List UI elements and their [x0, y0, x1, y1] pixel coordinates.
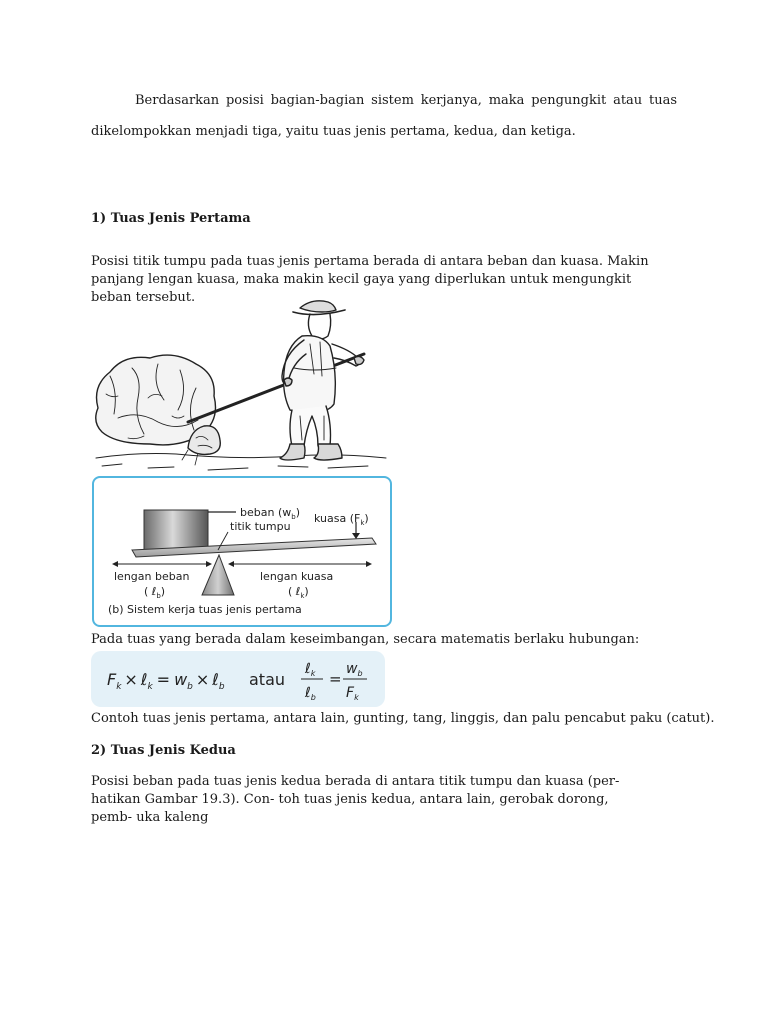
label-beban: beban $(w_b)$	[240, 506, 300, 521]
label-lengan-beban: lengan beban	[114, 570, 190, 583]
intro-paragraph-line-1: Berdasarkan posisi bagian-bagian sistem kerjanya, maka pengungkit atau tuas	[135, 93, 677, 108]
label-lengan-kuasa: lengan kuasa	[260, 570, 334, 583]
label-kuasa: kuasa $(F_k)$	[314, 512, 369, 527]
label-titik-tumpu: titik tumpu	[230, 520, 291, 533]
fraction-1-denominator: ℓ$_b$	[305, 685, 316, 702]
load-block	[144, 510, 208, 550]
formula-box	[91, 651, 385, 707]
formula-lhs: $F_k$ × ℓ$_k$ = $w_b$ × ℓ$_b$	[107, 670, 225, 692]
fraction-2-numerator: $w_b$	[346, 661, 363, 678]
label-lengan-beban-symbol: ( ℓ$_b$)	[144, 585, 166, 600]
section-1-heading: 1) Tuas Jenis Pertama	[91, 211, 251, 226]
label-lengan-kuasa-symbol: ( ℓ$_k$)	[288, 585, 309, 600]
lever-diagram-figure	[92, 476, 392, 627]
fraction-equals: =	[329, 670, 342, 688]
relation-paragraph: Pada tuas yang berada dalam keseimbangan, secara matematis berlaku hubungan:	[91, 632, 640, 647]
fraction-2-denominator: $F_k$	[346, 685, 359, 702]
formula-atau: atau	[249, 670, 286, 689]
fulcrum-wedge	[202, 555, 234, 595]
man-lifting-rock-illustration	[88, 298, 393, 476]
fraction-1-numerator: ℓ$_k$	[305, 661, 316, 678]
section-2-paragraph: Posisi beban pada tuas jenis kedua berada di antara titik tumpu dan kuasa (per- hatikan Gambar 19.3). Con- toh tuas jenis kedua, antara lain, gerobak dorong, pemb- uka kaleng	[91, 774, 620, 825]
figure-caption: (b) Sistem kerja tuas jenis pertama	[108, 603, 302, 616]
intro-paragraph-line-2: dikelompokkan menjadi tiga, yaitu tuas jenis pertama, kedua, dan ketiga.	[91, 124, 576, 139]
lever-diagram	[94, 478, 390, 625]
examples-paragraph: Contoh tuas jenis pertama, antara lain, gunting, tang, linggis, dan palu pencabut paku (catut).	[91, 711, 715, 726]
section-2-heading: 2) Tuas Jenis Kedua	[91, 743, 236, 758]
section-1-paragraph: Posisi titik tumpu pada tuas jenis pertama berada di antara beban dan kuasa. Makin panjang lengan kuasa, maka makin kecil gaya yang diperlukan untuk mengungkit beban tersebut.	[91, 254, 649, 305]
equilibrium-formula	[91, 651, 385, 707]
